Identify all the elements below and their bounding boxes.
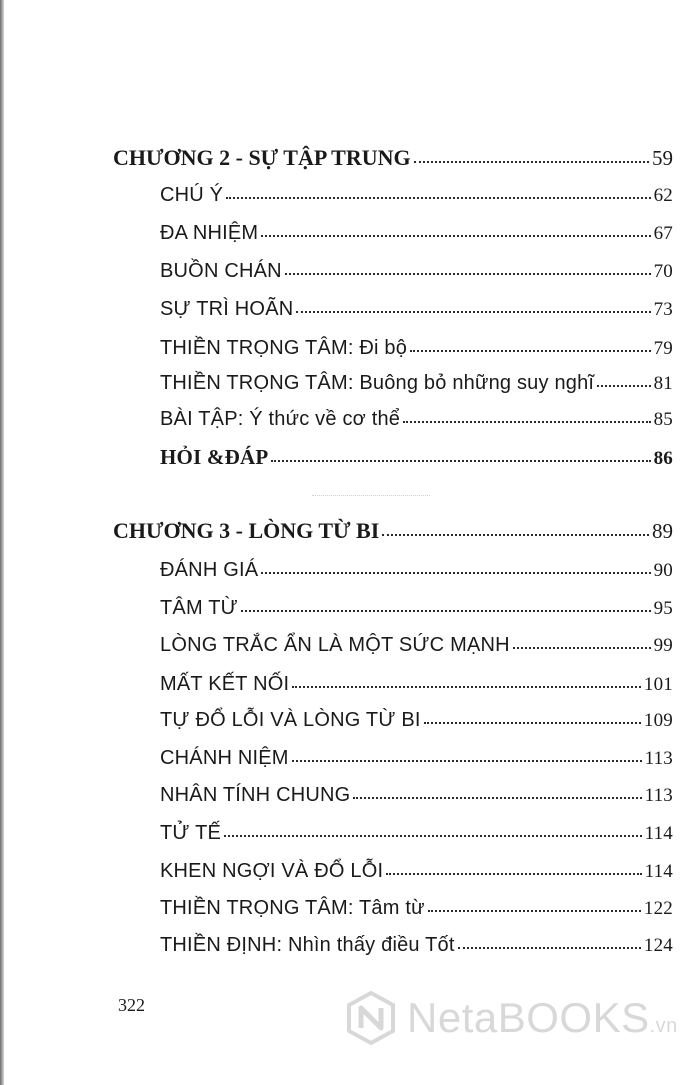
dot-leader bbox=[353, 795, 641, 799]
dot-leader bbox=[292, 758, 642, 762]
toc-entry[interactable] bbox=[160, 669, 673, 699]
page-number: 322 bbox=[118, 995, 145, 1015]
entry-page: 109 bbox=[643, 710, 673, 731]
watermark bbox=[343, 988, 678, 1048]
entry-title: KHEN NGỢI VÀ ĐỔ LỖI bbox=[160, 860, 384, 882]
entry-page: 99 bbox=[653, 635, 673, 656]
dot-leader bbox=[224, 833, 642, 837]
dot-leader bbox=[382, 532, 649, 536]
toc-entry[interactable] bbox=[160, 930, 673, 960]
dot-leader bbox=[292, 684, 641, 688]
dot-leader bbox=[513, 645, 651, 649]
dot-leader bbox=[226, 195, 650, 199]
dot-leader bbox=[428, 908, 641, 912]
watermark-suffix: .vn bbox=[649, 1015, 678, 1037]
toc-entry[interactable] bbox=[160, 404, 673, 434]
dot-leader bbox=[403, 419, 650, 423]
watermark-text bbox=[407, 994, 678, 1042]
entry-page: 124 bbox=[643, 935, 673, 956]
section-divider bbox=[312, 495, 430, 497]
dot-leader bbox=[414, 159, 649, 163]
chapter-title: CHƯƠNG 3 - LÒNG TỪ BI bbox=[113, 518, 380, 543]
entry-page: 122 bbox=[643, 898, 673, 919]
dot-leader bbox=[261, 570, 650, 574]
dot-leader bbox=[597, 383, 650, 387]
entry-page: 86 bbox=[653, 448, 673, 469]
entry-page: 81 bbox=[653, 373, 673, 394]
entry-title: TỬ TẾ bbox=[160, 822, 222, 844]
entry-page: 73 bbox=[653, 299, 673, 320]
entry-title: TỰ ĐỔ LỖI VÀ LÒNG TỪ BI bbox=[160, 709, 421, 731]
dot-leader bbox=[241, 608, 651, 612]
toc-entry[interactable] bbox=[160, 555, 673, 585]
entry-page: 79 bbox=[653, 338, 673, 359]
entry-title: BÀI TẬP: Ý thức về cơ thể bbox=[160, 408, 401, 430]
entry-page: 67 bbox=[653, 223, 673, 244]
chapter-2-heading[interactable] bbox=[113, 143, 673, 173]
dot-leader bbox=[296, 309, 650, 313]
toc-entry[interactable] bbox=[160, 780, 673, 810]
entry-page: 113 bbox=[644, 748, 673, 769]
netabooks-logo-icon bbox=[343, 990, 399, 1046]
entry-page: 62 bbox=[653, 185, 673, 206]
toc-entry[interactable] bbox=[160, 333, 673, 363]
toc-entry[interactable] bbox=[160, 705, 673, 735]
entry-title: THIỀN ĐỊNH: Nhìn thấy điều Tốt bbox=[160, 934, 455, 956]
toc-entry[interactable] bbox=[160, 442, 673, 472]
entry-title: THIỀN TRỌNG TÂM: Buông bỏ những suy nghĩ bbox=[160, 372, 595, 394]
entry-page: 95 bbox=[653, 598, 673, 619]
entry-title: HỎI &ĐÁP bbox=[160, 445, 269, 469]
entry-title: ĐÁNH GIÁ bbox=[160, 559, 259, 581]
dot-leader bbox=[424, 720, 641, 724]
chapter-page: 59 bbox=[652, 146, 673, 170]
entry-title: LÒNG TRẮC ẨN LÀ MỘT SỨC MẠNH bbox=[160, 634, 510, 656]
entry-page: 113 bbox=[644, 785, 673, 806]
entry-page: 90 bbox=[653, 560, 673, 581]
entry-page: 101 bbox=[643, 674, 673, 695]
entry-title: CHÁNH NIỆM bbox=[160, 747, 289, 769]
entry-title: NHÂN TÍNH CHUNG bbox=[160, 784, 351, 806]
toc-entry[interactable] bbox=[160, 294, 673, 324]
toc-entry[interactable] bbox=[160, 218, 673, 248]
toc-entry[interactable] bbox=[160, 743, 673, 773]
entry-title: SỰ TRÌ HOÃN bbox=[160, 298, 294, 320]
entry-page: 70 bbox=[653, 261, 673, 282]
chapter-page: 89 bbox=[652, 519, 673, 543]
toc-entry[interactable] bbox=[160, 256, 673, 286]
chapter-title: CHƯƠNG 2 - SỰ TẬP TRUNG bbox=[113, 145, 411, 170]
entry-title: THIỀN TRỌNG TÂM: Đi bộ bbox=[160, 337, 408, 359]
toc-entry[interactable] bbox=[160, 180, 673, 210]
entry-title: THIỀN TRỌNG TÂM: Tâm từ bbox=[160, 897, 425, 919]
toc-entry[interactable] bbox=[160, 630, 673, 660]
watermark-brand: NetaBOOKS bbox=[407, 994, 650, 1041]
entry-title: MẤT KẾT NỐI bbox=[160, 673, 290, 695]
entry-page: 85 bbox=[653, 409, 673, 430]
toc-entry[interactable] bbox=[160, 818, 673, 848]
entry-title: ĐA NHIỆM bbox=[160, 222, 259, 244]
entry-page: 114 bbox=[644, 823, 673, 844]
entry-title: TÂM TỪ bbox=[160, 597, 238, 619]
dot-leader bbox=[458, 945, 641, 949]
dot-leader bbox=[271, 458, 650, 462]
dot-leader bbox=[410, 348, 651, 352]
toc-entry[interactable] bbox=[160, 893, 673, 923]
entry-title: BUỒN CHÁN bbox=[160, 260, 282, 282]
entry-page: 114 bbox=[644, 861, 673, 882]
toc-entry[interactable] bbox=[160, 368, 673, 398]
dot-leader bbox=[261, 233, 650, 237]
dot-leader bbox=[386, 871, 641, 875]
toc-entry[interactable] bbox=[160, 593, 673, 623]
dot-leader bbox=[285, 271, 651, 275]
toc-entry[interactable] bbox=[160, 856, 673, 886]
entry-title: CHÚ Ý bbox=[160, 184, 224, 206]
chapter-3-heading[interactable] bbox=[113, 516, 673, 546]
